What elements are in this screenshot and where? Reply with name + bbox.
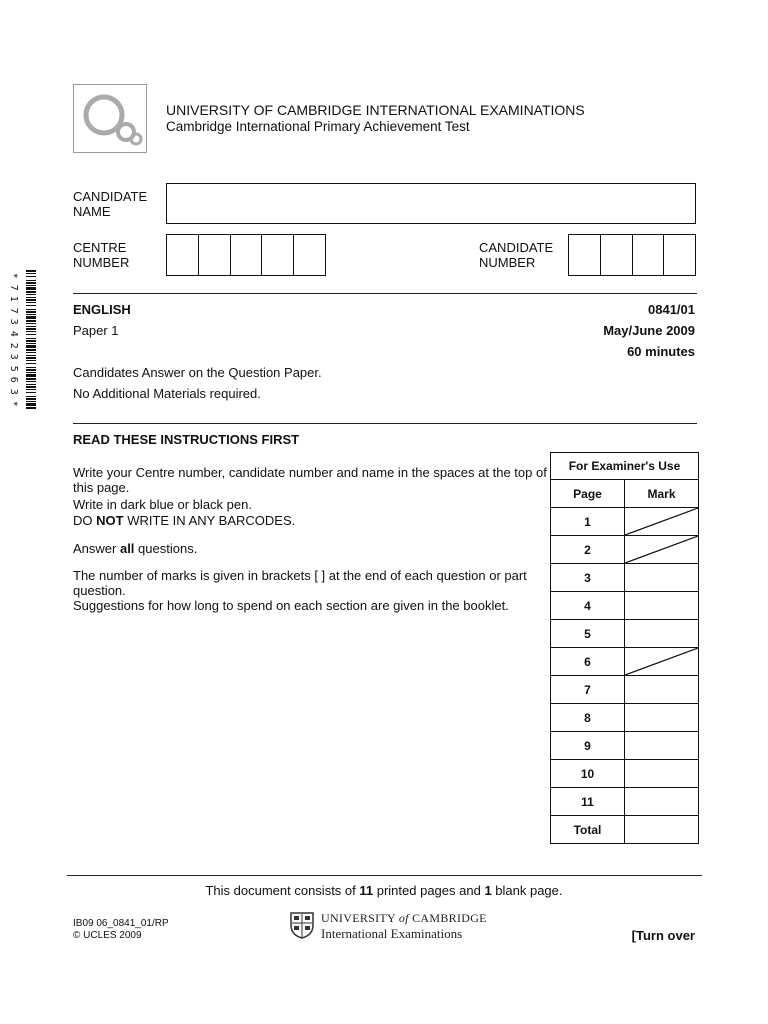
barcode-digit: 6 (7, 377, 19, 384)
barcode (26, 270, 36, 410)
page-number-cell: 2 (551, 536, 625, 564)
mark-cell (625, 536, 699, 564)
instruction-line: DO NOT WRITE IN ANY BARCODES. (73, 513, 296, 528)
examiner-table-row (551, 760, 699, 788)
page-number-cell: 3 (551, 564, 625, 592)
barcode-digit: 3 (7, 319, 19, 326)
examiner-table-row (551, 676, 699, 704)
exam-session: May/June 2009 (603, 323, 695, 338)
paper-number: Paper 1 (73, 323, 119, 338)
instruction-line: The number of marks is given in brackets [ ] at the end of each question or part question. (73, 568, 527, 598)
examiner-table-row (551, 788, 699, 816)
page-count-note: This document consists of 11 printed pages and 1 blank page. (205, 883, 563, 898)
page-number-cell: 11 (551, 788, 625, 816)
mark-cell[interactable] (625, 704, 699, 732)
candidate-name-label: CANDIDATE NAME (73, 189, 148, 219)
barcode-digit: 4 (7, 330, 19, 337)
page-number-cell: 9 (551, 732, 625, 760)
exam-subtitle: Cambridge International Primary Achievement Test (166, 119, 470, 134)
barcode-digit: 7 (7, 284, 19, 291)
examiner-table-total-row (551, 816, 699, 844)
exam-board-title: UNIVERSITY OF CAMBRIDGE INTERNATIONAL EXAMINATIONS (166, 102, 585, 118)
barcode-digit: 1 (7, 295, 19, 302)
barcode-digit: 3 (7, 353, 19, 360)
examiner-table-row (551, 732, 699, 760)
ucie-logo (73, 84, 147, 153)
centre-number-field[interactable] (166, 234, 326, 276)
examiner-table-row (551, 620, 699, 648)
barcode-digit: 3 (7, 388, 19, 395)
candidate-number-field[interactable] (568, 234, 696, 276)
mark-cell[interactable] (625, 592, 699, 620)
answer-note: Candidates Answer on the Question Paper. (73, 365, 322, 380)
page-number-cell: 5 (551, 620, 625, 648)
syllabus-code: 0841/01 (648, 302, 695, 317)
centre-number-label: CENTRE NUMBER (73, 240, 130, 270)
turn-over: [Turn over (631, 928, 695, 943)
cambridge-crest-icon (289, 911, 315, 939)
mark-cell[interactable] (625, 564, 699, 592)
instructions-heading: READ THESE INSTRUCTIONS FIRST (73, 432, 300, 447)
total-mark-cell[interactable] (625, 816, 699, 844)
strike-through-line (625, 648, 698, 675)
instruction-line: Answer all questions. (73, 541, 198, 556)
total-label-cell: Total (551, 816, 625, 844)
examiner-use-table (550, 452, 699, 844)
divider-bottom (67, 875, 702, 876)
examiner-table-row (551, 508, 699, 536)
instruction-line: Suggestions for how long to spend on each section are given in the booklet. (73, 598, 509, 613)
examiner-table-row (551, 564, 699, 592)
examiner-table-title: For Examiner's Use (551, 453, 699, 480)
column-header-mark: Mark (625, 480, 699, 508)
barcode-number (8, 270, 26, 410)
examiner-table-row (551, 592, 699, 620)
exam-duration: 60 minutes (627, 344, 695, 359)
mark-cell[interactable] (625, 676, 699, 704)
candidate-name-field[interactable] (166, 183, 696, 224)
divider-mid (73, 423, 697, 424)
mark-cell[interactable] (625, 760, 699, 788)
page-number-cell: 1 (551, 508, 625, 536)
mark-cell (625, 648, 699, 676)
divider-top (73, 293, 697, 294)
barcode-digit: 7 (7, 307, 19, 314)
instruction-line: Write in dark blue or black pen. (73, 497, 252, 512)
cambridge-logo-text: UNIVERSITY of CAMBRIDGE International Examinations (321, 911, 487, 941)
page-number-cell: 10 (551, 760, 625, 788)
document-reference: IB09 06_0841_01/RP © UCLES 2009 (73, 918, 169, 941)
mark-cell[interactable] (625, 620, 699, 648)
examiner-table-row (551, 648, 699, 676)
barcode-digit: 2 (7, 342, 19, 349)
barcode-digit: * (7, 400, 19, 407)
mark-cell (625, 508, 699, 536)
barcode-digit: 5 (7, 365, 19, 372)
page-number-cell: 7 (551, 676, 625, 704)
examiner-table-row (551, 536, 699, 564)
materials-note: No Additional Materials required. (73, 386, 261, 401)
mark-cell[interactable] (625, 732, 699, 760)
strike-through-line (625, 536, 698, 563)
page-number-cell: 8 (551, 704, 625, 732)
examiner-table-row (551, 704, 699, 732)
page-number-cell: 4 (551, 592, 625, 620)
barcode-digit: * (7, 272, 19, 279)
column-header-page: Page (551, 480, 625, 508)
candidate-number-label: CANDIDATE NUMBER (479, 240, 554, 270)
mark-cell[interactable] (625, 788, 699, 816)
subject: ENGLISH (73, 302, 131, 317)
page-number-cell: 6 (551, 648, 625, 676)
instruction-line: Write your Centre number, candidate number and name in the spaces at the top of this page. (73, 465, 547, 495)
strike-through-line (625, 508, 698, 535)
